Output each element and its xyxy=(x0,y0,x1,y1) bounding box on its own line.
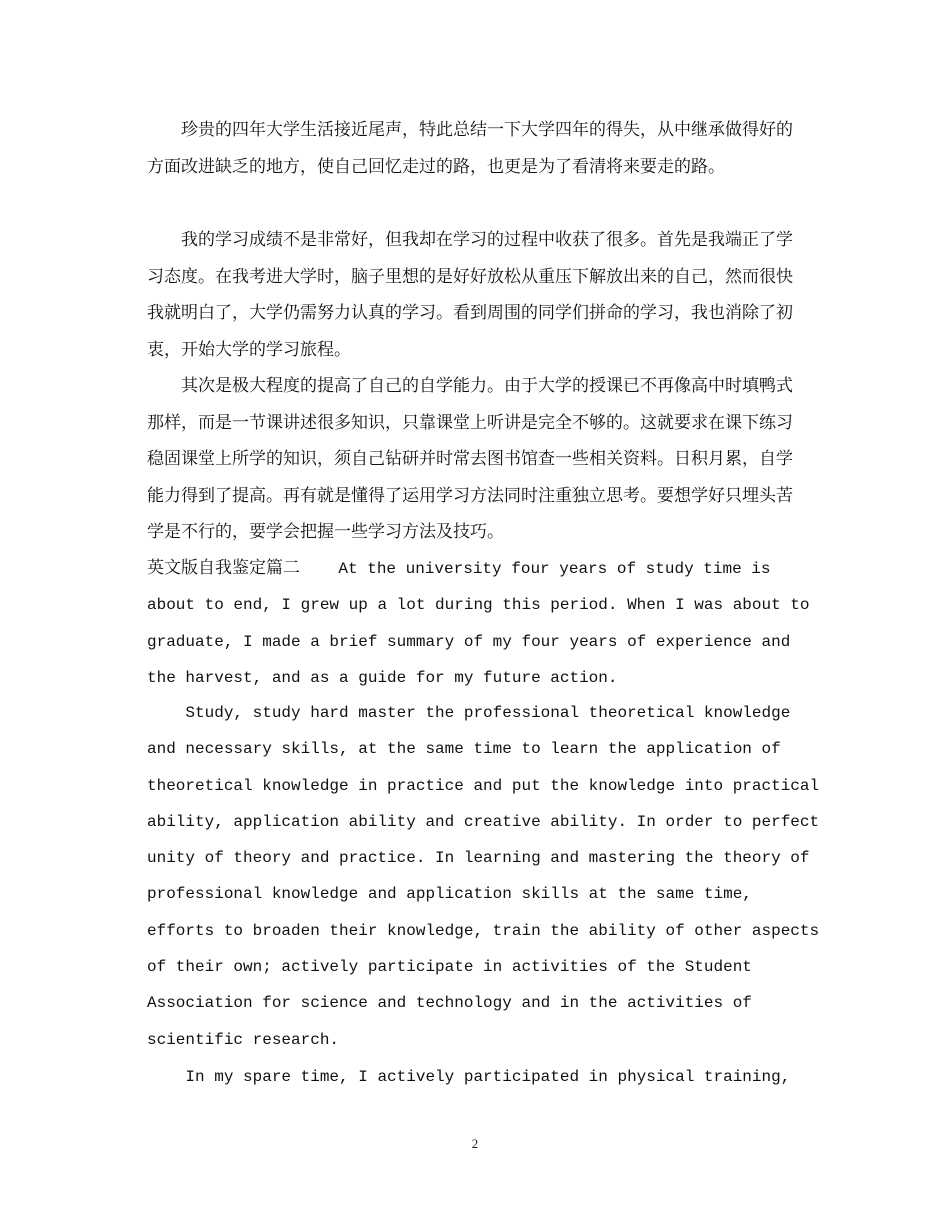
paragraph-self-study: 其次是极大程度的提高了自己的自学能力。由于大学的授课已不再像高中时填鸭式那样，而是一节课讲述很多知识，只靠课堂上听讲是完全不够的。这就要求在课下练习稳固课堂上所学的知识，须自己钻研并时常去图书馆查一些相关资料。日积月累，自学能力得到了提高。再有就是懂得了运用学习方法同时注重独立思考。要想学好只埋头苦学是不行的，要学会把握一些学习方法及技巧。 xyxy=(147,376,793,542)
paragraph-study: Study, study hard master the professional theoretical knowledge and necessary skills, at the same time to learn the application of theoretical knowledge in practice and put the knowledge into practical ability, application ability and creative ability. In order to perfect unity of theory and practice. In learning and mastering the theory of professional knowledge and application skills at the same time, efforts to broaden their knowledge, train the ability of other aspects of their own; actively participate in activities of the Student Association for science and technology and in the activities of scientific research. xyxy=(147,704,820,1049)
section-two-block xyxy=(147,550,810,696)
section-heading: 英文版自我鉴定篇二 xyxy=(147,558,300,578)
page-number: 2 xyxy=(471,1136,479,1151)
paragraph-study-attitude: 我的学习成绩不是非常好，但我却在学习的过程中收获了很多。首先是我端正了学习态度。在我考进大学时，脑子里想的是好好放松从重压下解放出来的自己，然而很快我就明白了，大学仍需努力认真的学习。看到周围的同学们拼命的学习，我也消除了初衷，开始大学的学习旅程。 xyxy=(147,230,793,360)
paragraph-spare-time: In my spare time, I actively participated in physical training, xyxy=(147,1068,791,1086)
paragraph-summary-intro: 珍贵的四年大学生活接近尾声，特此总结一下大学四年的得失，从中继承做得好的方面改进缺乏的地方，使自己回忆走过的路，也更是为了看清将来要走的路。 xyxy=(147,120,793,177)
section-first-paragraph: At the university four years of study time is about to end, I grew up a lot during this period. When I was about to graduate, I made a brief summary of my four years of experience and the harvest, and as a guide for my future action. xyxy=(147,560,810,687)
